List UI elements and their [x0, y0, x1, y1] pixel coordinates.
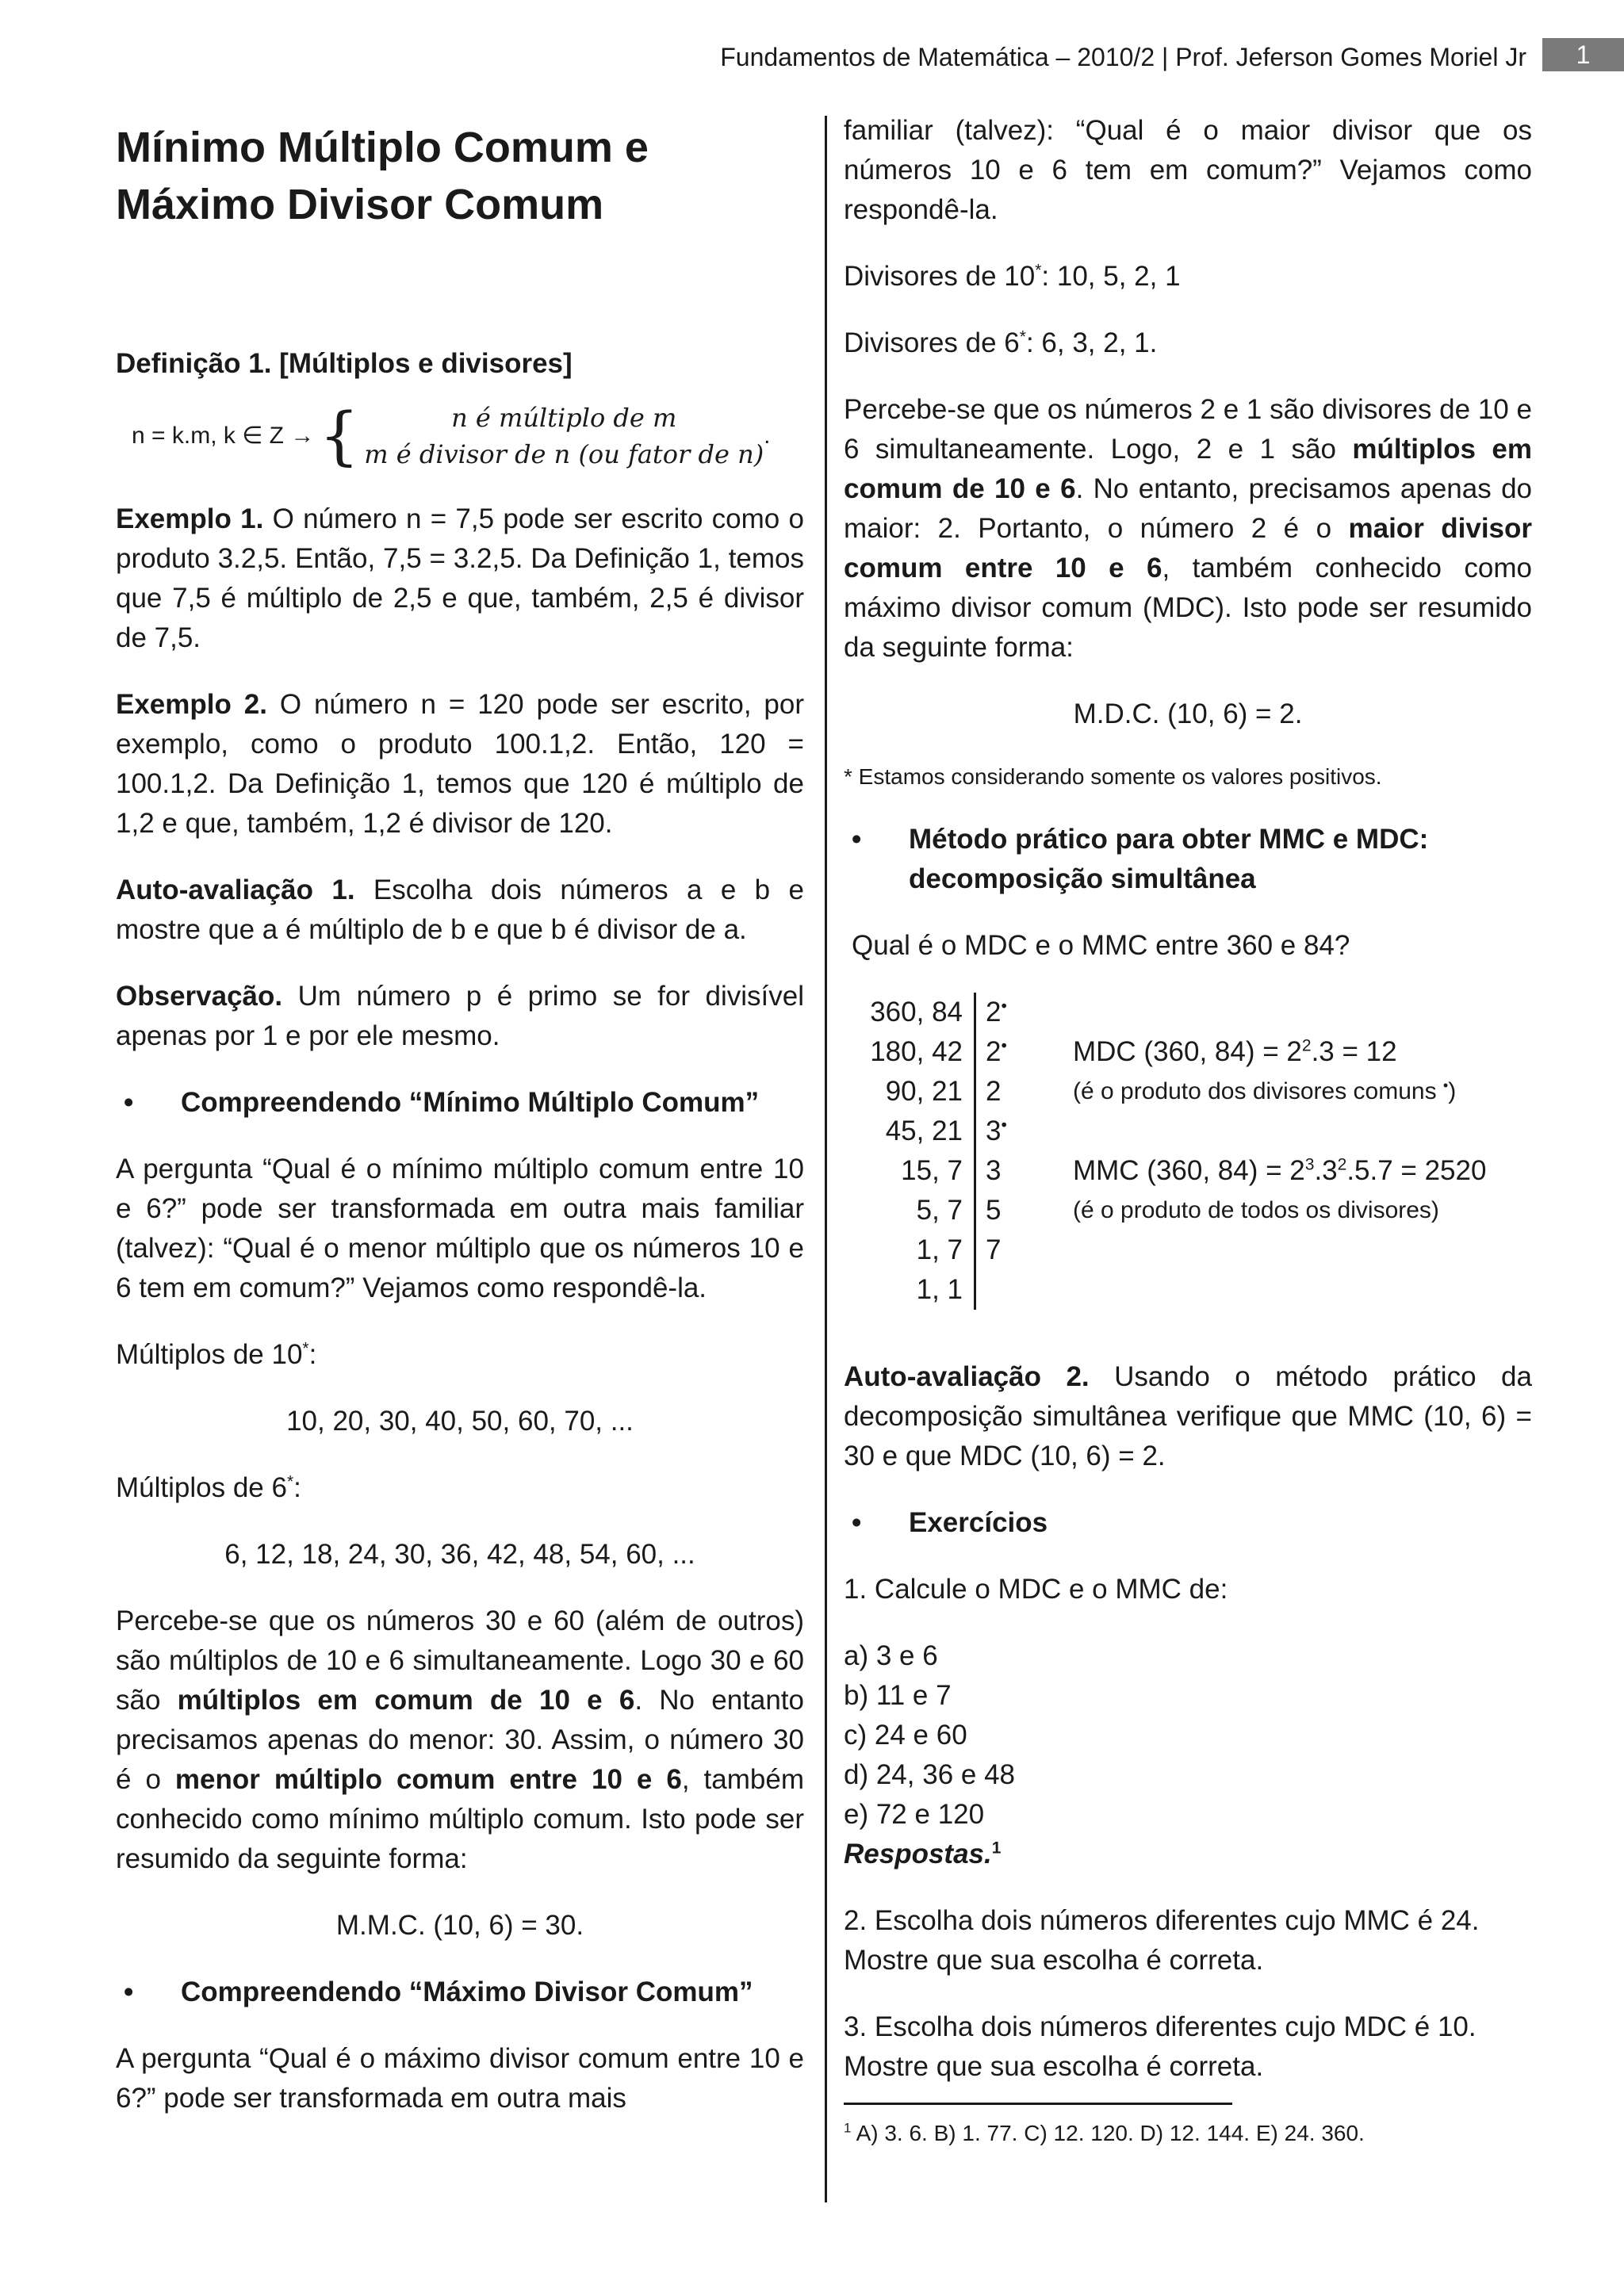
self-assessment-1-text: Escolha dois números a e b e mostre que a é múltiplo de b e que b é divisor de a. — [116, 874, 804, 945]
page-header: Fundamentos de Matemática – 2010/2 | Prof. Jeferson Gomes Moriel Jr — [720, 43, 1526, 71]
self-assessment-2-label: Auto-avaliação 2. — [844, 1361, 1090, 1392]
mmc-result: M.M.C. (10, 6) = 30. — [335, 1910, 584, 1941]
formula-cases — [364, 400, 764, 473]
decomposition-row-factor — [986, 1191, 1033, 1230]
decomposition-row-factor — [986, 1032, 1033, 1072]
mmc-explanation: Percebe-se que os números 30 e 60 (além de outros) são múltiplos de 10 e 6 simultaneamente. Logo 30 e 60 são múltiplos em comum de 10 e 6. No entanto precisamos apenas do menor: 30. Assim, o número 30 é o menor múltiplo comum entre 10 e 6, também conhecido como mínimo múltiplo comum. Isto pode ser resumido da seguinte forma: — [116, 1605, 804, 1874]
column-divider — [825, 116, 827, 2202]
definition-formula — [116, 400, 804, 473]
left-column — [116, 111, 804, 2145]
observation-text: Um número p é primo se for divisível apenas por 1 e por ele mesmo. — [116, 981, 804, 1051]
bullet-method-text: Método prático para obter MMC e MDC: decomposição simultânea — [909, 824, 1429, 894]
formula-case-1: n é múltiplo de m — [451, 403, 677, 433]
brace-symbol: { — [319, 399, 360, 473]
mmc-calculation-note: (é o produto de todos os divisores) — [1073, 1197, 1439, 1223]
multiples-of-10-label: Múltiplos de 10*: — [116, 1339, 317, 1370]
example-2-text: O número n = 120 pode ser escrito, por exemplo, como o produto 100.1,2. Então, 120 = 100.1,2. Da Definição 1, temos que 120 é múltiplo de 1,2 e que, também, 1,2 é divisor de 120. — [116, 689, 805, 839]
definition-1-heading: Definição 1. [Múltiplos e divisores] — [116, 348, 573, 379]
bullet-exercises-text: Exercícios — [909, 1507, 1048, 1538]
decomposition-row-factor — [986, 993, 1033, 1032]
page-title — [116, 119, 804, 233]
decomposition-row-factor — [986, 1151, 1033, 1191]
divisors-of-10: Divisores de 10*: 10, 5, 2, 1 — [844, 261, 1181, 292]
mdc-calculation-note: (é o produto dos divisores comuns •) — [1073, 1077, 1457, 1104]
decomposition-results — [1033, 993, 1486, 1310]
factor-value: 2 — [986, 997, 1002, 1027]
decomposition-row-numbers: 15, 7 — [901, 1155, 963, 1186]
formula-case-2: m é divisor de n (ou fator de n) — [364, 439, 764, 469]
factor-value: 2 — [986, 1076, 1002, 1107]
bullet-icon: • — [124, 1976, 134, 2007]
mdc-intro: A pergunta “Qual é o máximo divisor comum entre 10 e 6?” pode ser transformada em outra mais — [116, 2043, 804, 2114]
self-assessment-1 — [116, 871, 804, 950]
decomposition-row-factor — [986, 1270, 1033, 1310]
decomposition-factors — [976, 993, 1033, 1310]
mmc-intro: A pergunta “Qual é o mínimo múltiplo comum entre 10 e 6?” pode ser transformada em outra mais familiar (talvez): “Qual é o menor múltiplo que os números 10 e 6 tem em comum?” Vejamos como respondê-la. — [116, 1154, 804, 1303]
exercise-2: 2. Escolha dois números diferentes cujo MMC é 24. Mostre que sua escolha é correta. — [844, 1905, 1480, 1976]
mdc-explanation: Percebe-se que os números 2 e 1 são divisores de 10 e 6 simultaneamente. Logo, 2 e 1 são múltiplos em comum de 10 e 6. No entanto, precisamos apenas do maior: 2. Portanto, o número 2 é o maior divisor comum entre 10 e 6, também conhecido como máximo divisor comum (MDC). Isto pode ser resumido da seguinte forma: — [844, 394, 1533, 663]
factor-value: 7 — [986, 1234, 1002, 1265]
footnote: $^1$ A) 3. 6. B) 1. 77. C) 12. 120. D) 12. 144. E) 24. 360. — [844, 2120, 1365, 2145]
observation — [116, 977, 804, 1056]
decomposition-row-numbers: 1, 7 — [916, 1234, 963, 1265]
self-assessment-1-label: Auto-avaliação 1. — [116, 874, 355, 905]
bullet-method-heading — [844, 820, 1532, 899]
common-divisor-mark: • — [1001, 1115, 1007, 1135]
decomposition-row-numbers: 1, 1 — [916, 1274, 963, 1305]
bullet-exercises-heading — [844, 1503, 1532, 1543]
factor-value: 5 — [986, 1195, 1002, 1226]
factor-value: 2 — [986, 1036, 1002, 1067]
footnote-separator — [844, 2103, 1232, 2105]
example-2 — [116, 685, 804, 844]
formula-lhs: n = k.m, k ∈ Z → — [132, 423, 315, 449]
observation-label: Observação. — [116, 981, 283, 1012]
decomposition-row-numbers: 5, 7 — [916, 1195, 963, 1226]
bullet-icon: • — [852, 1507, 862, 1538]
example-2-label: Exemplo 2. — [116, 689, 267, 720]
exercise-item: a) 3 e 6 — [844, 1640, 938, 1671]
exercise-item: d) 24, 36 e 48 — [844, 1759, 1015, 1790]
decomposition-row-factor — [986, 1230, 1033, 1270]
example-1-label: Exemplo 1. — [116, 503, 264, 534]
title-line-1: Mínimo Múltiplo Comum e — [116, 124, 649, 171]
decomposition-question: Qual é o MDC e o MMC entre 360 e 84? — [852, 930, 1350, 961]
multiples-of-10-values: 10, 20, 30, 40, 50, 60, 70, ... — [286, 1406, 634, 1437]
exercise-item: e) 72 e 120 — [844, 1799, 985, 1830]
bullet-mdc-heading — [116, 1973, 804, 2012]
self-assessment-2-text: Usando o método prático da decomposição simultânea verifique que MMC (10, 6) = 30 e que MDC (10, 6) = 2. — [844, 1361, 1532, 1471]
title-line-2: Máximo Divisor Comum — [116, 181, 604, 228]
decomposition-row-numbers: 45, 21 — [885, 1115, 963, 1146]
example-1-text: O número n = 7,5 pode ser escrito como o produto 3.2,5. Então, 7,5 = 3.2,5. Da Definição 1, temos que 7,5 é múltiplo de 2,5 e que, também, 2,5 é divisor de 7,5. — [116, 503, 804, 653]
mdc-calculation: MDC (360, $84) = 2^2.3 = 12$ — [1073, 1036, 1397, 1067]
bullet-mdc-text: Compreendendo “Máximo Divisor Comum” — [181, 1976, 753, 2007]
example-1 — [116, 499, 804, 658]
right-column — [844, 111, 1532, 2149]
mdc-intro-continued: familiar (talvez): “Qual é o maior divisor que os números 10 e 6 tem em comum?” Vejamos como respondê-la. — [844, 115, 1532, 225]
factor-value: 3 — [986, 1155, 1002, 1186]
exercise-1: 1. Calcule o MDC e o MMC de: — [844, 1574, 1228, 1605]
exercise-item: b) 11 e 7 — [844, 1680, 952, 1711]
asterisk-note: * Estamos considerando somente os valores positivos. — [844, 764, 1382, 789]
factor-value: 3 — [986, 1115, 1002, 1146]
mmc-calculation: MMC (360, $84) = 2^3.3^2.5.7 = 2520$ — [1073, 1155, 1487, 1186]
page-number: 1 — [1542, 38, 1624, 71]
decomposition-row-numbers: 360, 84 — [870, 997, 963, 1027]
common-divisor-mark: • — [1001, 997, 1007, 1016]
divisors-of-6: Divisores de 6*: 6, 3, 2, 1. — [844, 327, 1158, 358]
decomposition-row-numbers: 90, 21 — [885, 1076, 963, 1107]
multiples-of-6-label: Múltiplos de 6*: — [116, 1472, 301, 1503]
bullet-mmc-text: Compreendendo “Mínimo Múltiplo Comum” — [181, 1087, 760, 1118]
answers-label: Respostas.$^1$ — [844, 1839, 1002, 1869]
decomposition-row-factor — [986, 1112, 1033, 1151]
bullet-icon: • — [852, 824, 862, 855]
decomposition-row-numbers: 180, 42 — [870, 1036, 963, 1067]
mdc-result: M.D.C. (10, 6) = 2. — [1073, 698, 1303, 729]
exercise-item: c) 24 e 60 — [844, 1720, 967, 1751]
formula-end: . — [764, 423, 771, 449]
exercise-3: 3. Escolha dois números diferentes cujo MDC é 10. Mostre que sua escolha é correta. — [844, 2011, 1477, 2082]
multiples-of-6-values: 6, 12, 18, 24, 30, 36, 42, 48, 54, 60, ... — [224, 1539, 695, 1570]
self-assessment-2 — [844, 1357, 1532, 1476]
decomposition-row-factor — [986, 1072, 1033, 1112]
exercise-1-items — [844, 1636, 1532, 1874]
bullet-icon: • — [124, 1087, 134, 1118]
decomposition-table — [844, 993, 1532, 1310]
bullet-mmc-heading — [116, 1083, 804, 1123]
common-divisor-mark: • — [1001, 1036, 1007, 1055]
decomposition-numbers — [844, 993, 976, 1310]
